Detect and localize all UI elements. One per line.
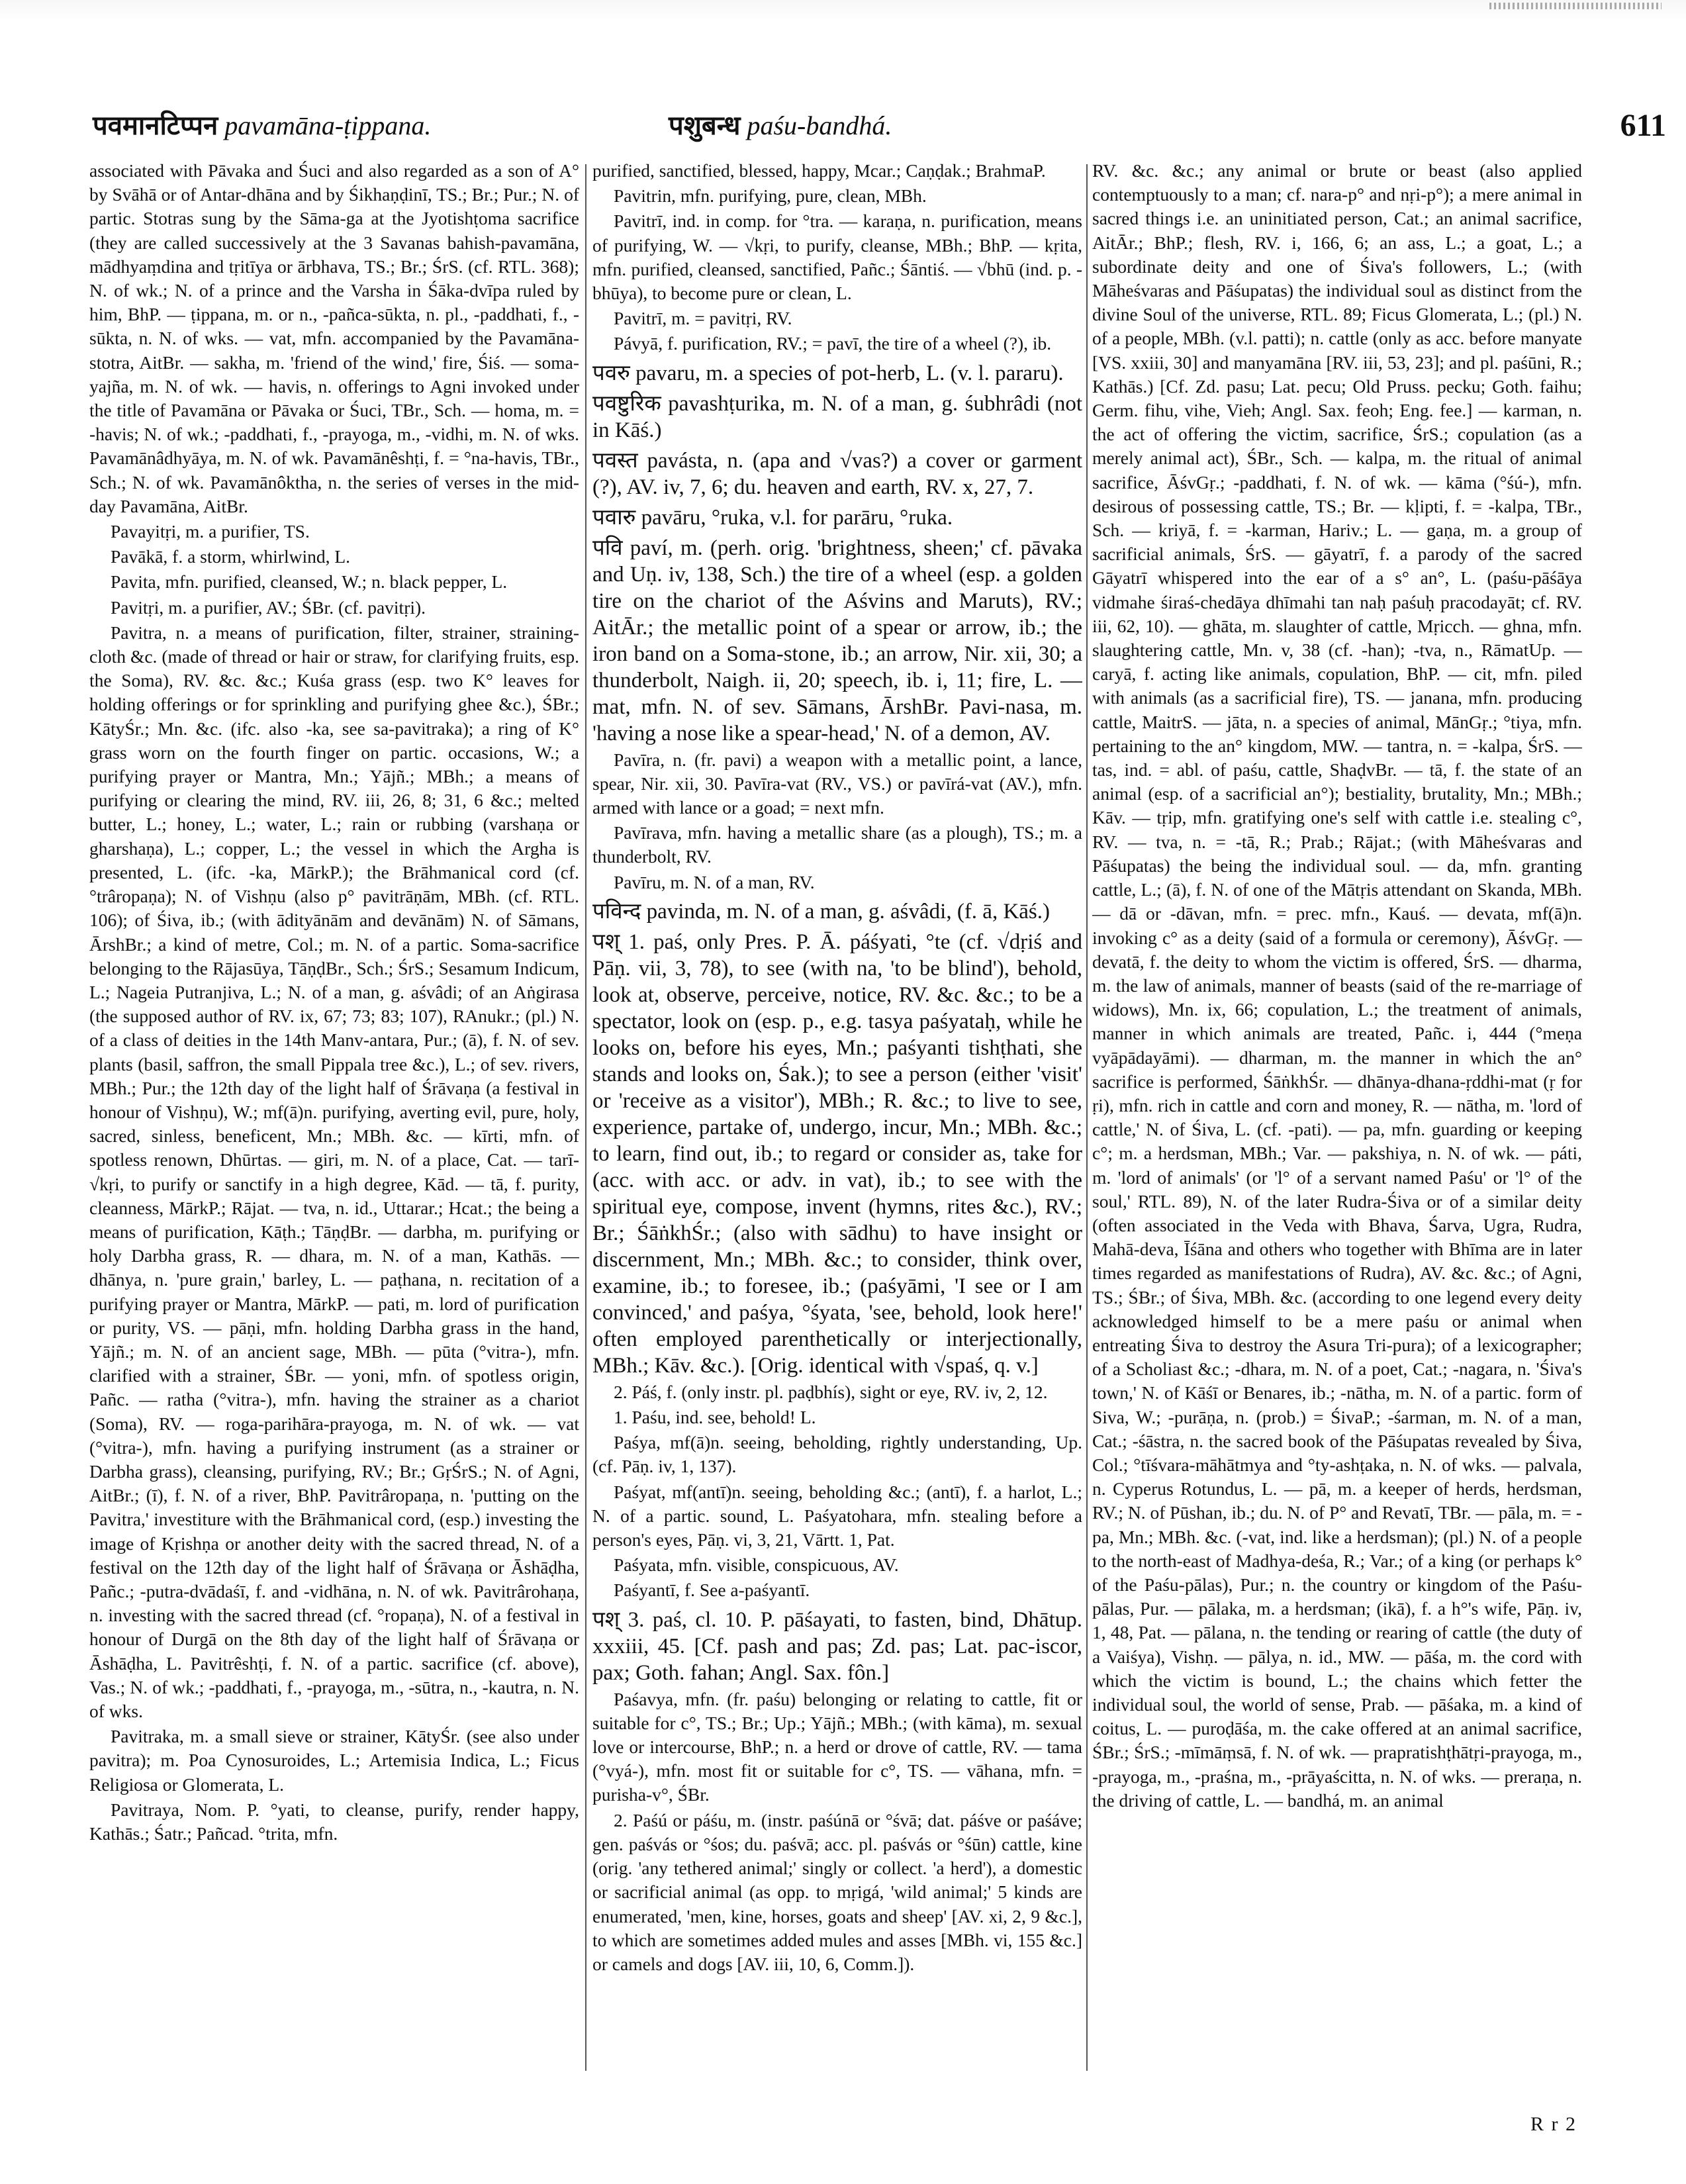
dictionary-columns [89, 159, 1582, 2079]
entry-text: 2. Paśú or páśu, m. (instr. paśúnā or °śvā; dat. páśve or paśáve; gen. paśvás or °śos; du. paśvā; acc. pl. paśvás or °śūn) cattle, kine (orig. 'any tethered animal;' singly or collect. 'a herd'), a domestic or sacrificial animal (as opp. to mṛigá, 'wild animal;' 5 kinds are enumerated, 'men, kine, horses, goats and sheep' [AV. xi, 2, 9 &c.], to which are sometimes added mules and asses [MBh. vi, 155 &c.] or camels and dogs [AV. iii, 10, 6, Comm.]). [592, 1809, 1082, 1974]
entry-text: Pávyā, f. purification, RV.; = pavī, the tire of a wheel (?), ib. [614, 333, 1052, 354]
entry-text: Paśavya, mfn. (fr. paśu) belonging or relating to cattle, fit or suitable for c°, TS.; Br.; Up.; Yājñ.; MBh.; (with kāma), m. sexual love or intercourse, BhP.; n. a herd or drove of cattle, RV. — tama (°vyá-), mfn. most fit or suitable for c°, TS. — vāhana, mfn. = purisha-v°, ŚBr. [592, 1688, 1082, 1805]
page-header [93, 106, 1450, 152]
column-3 [1092, 159, 1582, 2072]
entry-text: Pavīra, n. (fr. pavi) a weapon with a metallic point, a lance, spear, Nir. xii, 30. Pavīra-vat (RV., VS.) or pavīrá-vat (AV.), mfn. armed with lance or a goad; = next mfn. [592, 749, 1082, 818]
printer-signature: R r 2 [1530, 2113, 1577, 2135]
entry-text: Pavīru, m. N. of a man, RV. [614, 871, 815, 892]
entry-text: Pavākā, f. a storm, whirlwind, L. [111, 546, 351, 567]
header-right-headword [669, 106, 892, 142]
entry-text: Pavita, mfn. purified, cleansed, W.; n. black pepper, L. [111, 571, 508, 593]
headword-entry: पविन्द pavinda, m. N. of a man, g. aśvâdi, (f. ā, Kāś.) [592, 899, 1051, 924]
entry-text: RV. &c. &c.; any animal or brute or beast (also applied contemptuously to a man; cf. nara-p° and nṛi-p°); a mere animal in sacred things i.e. an uninitiated person, Cat.; an animal sacrifice, AitĀr.; BhP.; flesh, RV. i, 166, 6; an ass, L.; a goat, L.; a subordinate deity and one of Śiva's followers, L.; (with Māheśvaras and Pāśupatas) the individual soul as distinct from the divine Soul of the universe, RTL. 89; Ficus Glomerata, L.; (pl.) N. of a people, MBh. (v.l. patti); n. cattle (only as acc. before manyate [VS. xxiii, 30] and manyamāna [RV. iii, 53, 23]; and pl. paśūni, R.; Kathās.) [Cf. Zd. pasu; Lat. pecu; Old Pruss. pecku; Goth. faihu; Germ. fihu, vihe, Vieh; Angl. Sax. feoh; Eng. fee.] — karman, n. the act of offering the victim, sacrifice, ŚrS.; copulation (as a merely animal act), ŚBr., Sch. — kalpa, m. the ritual of animal sacrifice, ĀśvGṛ.; -paddhati, f. N. of wk. — kāma (°śú-), mfn. desirous of possessing cattle, TS.; Br. — kḷipti, f. = -kalpa, TBr., Sch. — kriyā, f. = -karman, Hariv.; L. — gaṇa, m. a group of sacrificial animals, ŚrS. — gāyatrī, f. a parody of the sacred Gāyatrī whispered into the ear of a s° an°, L. (paśu-pāśāya vidmahe śiraś-chedāya dhīmahi tan naḥ paśuḥ pracodayāt; cf. RV. iii, 62, 10). — ghāta, m. slaughter of cattle, Mṛicch. — ghna, mfn. slaughtering cattle, Mn. v, 38 (cf. -han); -tva, n., RāmatUp. — caryā, f. acting like animals, copulation, BhP. — cit, mfn. piled with animals (as a sacrificial fire), TS. — janana, mfn. producing cattle, MaitrS. — jāta, n. a species of animal, MānGṛ.; °tiya, mfn. pertaining to the an° kingdom, MW. — tantra, n. = -kalpa, ŚrS. — tas, ind. = abl. of paśu, cattle, ShaḍvBr. — tā, f. the state of an animal (esp. of a sacrificial an°); bestiality, brutality, Mn.; MBh.; Kāv. — tṛip, mfn. gratifying one's self with cattle i.e. stealing c°, RV. — tva, n. = -tā, R.; Prab.; Rājat.; (with Māheśvaras and Pāśupatas) the being the individual soul. — da, mfn. granting cattle, L.; (ā), f. N. of one of the Mātṛis attendant on Skanda, MBh. — dā or -dāvan, mfn. = prec. mfn., Kauś. — devata, mf(ā)n. invoking c° as a deity (said of a formula or ceremony), ĀśvGṛ. — devatā, f. the deity to whom the victim is offered, ŚrS. — dharma, m. the law of animals, manner of beasts (said of the re-marriage of widows), Mn. ix, 66; copulation, L.; the treatment of animals, manner in which animals are treated, Pañc. i, 444 (°meṇa vyāpādayāmi). — dharman, m. the manner in which the an° sacrifice is performed, ŚāṅkhŚr. — dhānya-dhana-ṛddhi-mat (ṛ for ṛi), mfn. rich in cattle and corn and money, R. — nātha, m. 'lord of cattle,' N. of Śiva, L. (cf. -pati). — pa, mfn. guarding or keeping c°; m. a herdsman, MBh.; Var. — pakshiya, n. N. of wk. — páti, m. 'lord of animals' (or 'l° of a servant named Paśu' or 'l° of the soul,' RTL. 89), N. of the later Rudra-Śiva or of a similar deity (often associated in the Veda with Bhava, Śarva, Ugra, Rudra, Mahā-deva, Īśāna and others who together with Bhīma are in later times regarded as manifestations of Rudra), AV. &c. &c.; of Agni, TS.; ŚBr.; of Śiva, MBh. &c. (according to one legend every deity acknowledged himself to be a mere paśu or animal when entreating Śiva to destroy the Asura Tri-pura); of a lexicographer; of a Scholiast &c.; -dhara, m. N. of a poet, Cat.; -nagara, n. 'Śiva's town,' N. of Kāśī or Benares, ib.; -nātha, m. N. of a partic. form of Siva, W.; -purāṇa, n. (prob.) = ŚivaP.; -śarman, m. N. of a man, Cat.; -śāstra, n. the sacred book of the Pāśupatas revealed by Śiva, Col.; °tīśvara-māhātmya and °ty-ashṭaka, n. N. of wks. — palvala, n. Cyperus Rotundus, L. — pā, m. a keeper of herds, herdsman, RV.; N. of Pūshan, ib.; du. N. of P° and Revatī, TBr. — pāla, m. = -pa, Mn.; MBh. &c. (-vat, ind. like a herdsman); (pl.) N. of a people to the north-east of Madhya-deśa, R.; Var.; of a king (or perhaps k° of the Paśu-pālas), Pur.; n. the country or kingdom of the Paśu-pālas, Pur. — pālaka, m. a herdsman; (ikā), f. a h°'s wife, Pāṇ. iv, 1, 48, Pat. — pālana, n. the tending or rearing of cattle (the duty of a Vaiśya), Vishṇ. — pālya, n. id., MW. — pāśa, m. the cord with which the victim is bound, L.; the chains which fetter the individual soul, the world of sense, Prab. — pāśaka, m. a kind of coitus, L. — puroḍāśa, m. the cake offered at an animal sacrifice, ŚBr.; ŚrS.; -mīmāṃsā, f. N. of wk. — prapratishṭhātṛi-prayoga, m., -prayoga, m., -praśna, m., -prāyaścitta, n. N. of wks. — preraṇa, n. the driving of cattle, L. — bandhá, m. an animal [1092, 160, 1582, 1811]
headword-entry: पवि paví, m. (perh. orig. 'brightness, sheen;' cf. pāvaka and Uṇ. iv, 138, Sch.) the tire of a wheel (esp. a golden tire on the chariot of the Aśvins and Maruts), RV.; AitĀr.; the metallic point of a spear or arrow, ib.; the iron band on a Soma-stone, ib.; an arrow, Nir. xii, 30; a thunderbolt, Naigh. ii, 20; speech, ib. i, 11; fire, L. — mat, mfn. N. of sev. Sāmans, ĀrshBr. Pavi-nasa, m. 'having a nose like a spear-head,' N. of a demon, AV. [592, 536, 1082, 745]
entry-text: Pavitrī, m. = pavitṛi, RV. [614, 308, 792, 329]
entry-text: Paśyat, mf(antī)n. seeing, beholding &c.; (antī), f. a harlot, L.; N. of a partic. sound, L. Paśyatohara, mfn. stealing before a person's eyes, Pāṇ. vi, 3, 21, Vārtt. 1, Pat. [592, 1481, 1082, 1550]
headword-entry: पवस्त pavásta, n. (apa and √vas?) a cover or garment (?), AV. iv, 7, 6; du. heaven and earth, RV. x, 27, 7. [592, 448, 1082, 499]
header-mid-devanagari: पशुबन्ध [669, 111, 741, 141]
entry-text: Pavitra, n. a means of purification, filter, strainer, straining-cloth &c. (made of thread or hair or straw, for clarifying fruits, esp. the Soma), RV. &c. &c.; Kuśa grass (esp. two K° leaves for holding offerings or for sprinkling and purifying ghee &c.), ŚBr.; KātyŚr.; Mn. &c. (ifc. also -ka, see sa-pavitraka); a ring of K° grass worn on the fourth finger on partic. occasions, W.; a purifying prayer or Mantra, Mn.; Yājñ.; MBh.; a means of purifying or clearing the mind, RV. iii, 26, 8; 31, 6 &c.; melted butter, L.; honey, L.; water, L.; rain or rubbing (varshaṇa or gharshaṇa), L.; copper, L.; the vessel in which the Argha is presented, L. (ifc. -ka, MārkP.); the Brāhmanical cord (cf. °trâropaṇa); N. of Vishṇu (also p° pavitrāṇām, MBh. (cf. RTL. 106); of Śiva, ib.; (with ādityānām and devānām) N. of Sāmans, ĀrshBr.; a kind of metre, Col.; m. N. of a partic. Soma-sacrifice belonging to the Rājasūya, TāṇḍBr., Sch.; ŚrS.; Sesamum Indicum, L.; Nageia Putranjiva, L.; N. of a man, g. aśvâdi; of an Aṅgirasa (the supposed author of RV. ix, 67; 73; 83; 107), RAnukr.; (pl.) N. of a class of deities in the 14th Manv-antara, Pur.; (ā), f. N. of sev. plants (basil, saffron, the small Pippala tree &c.), L.; of sev. rivers, MBh.; Pur.; the 12th day of the light half of Śrāvaṇa (a festival in honour of Vishṇu), W.; mf(ā)n. purifying, averting evil, pure, holy, sacred, sinless, beneficent, Mn.; MBh. &c. — kīrti, mfn. of spotless renown, Dhūrtas. — giri, m. N. of a place, Cat. — tarī-√kṛi, to purify or sanctify in a high degree, Kād. — tā, f. purity, cleanness, MārkP.; Rājat. — tva, n. id., Uttarar.; Hcat.; the being a means of purification, Kāṭh.; TāṇḍBr. — darbha, m. purifying or holy Darbha grass, R. — dhara, m. N. of a man, Kathās. — dhānya, n. 'pure grain,' barley, L. — paṭhana, n. recitation of a purifying prayer or Mantra, MārkP. — pati, m. lord of purification or purity, VS. — pāṇi, mfn. holding Darbha grass in the hand, Yājñ.; m. N. of an ancient sage, MBh. — pūta (°vitra-), mfn. clarified with a strainer, ŚBr. — yoni, mfn. of spotless origin, Pañc. — ratha (°vitra-), mfn. having the strainer as a chariot (Soma), RV. — roga-parihāra-prayoga, m. N. of wk. — vat (°vitra-), mfn. having a purifying instrument (as a strainer or Darbha grass), cleansing, purifying, RV.; Br.; GṛŚrS.; N. of Agni, AitBr.; (ī), f. N. of a river, BhP. Pavitrâropaṇa, n. 'putting on the Pavitra,' investiture with the Brāhmanical cord, (esp.) investing the image of Kṛishṇa or another deity with the sacred thread, N. of a festival on the 12th day of the light half of Śrāvaṇa or Āshāḍha, Pañc.; -putra-dvādaśī, f. and -vidhāna, n. N. of wk. Pavitrârohaṇa, n. investing with the sacred thread (cf. °ropaṇa), N. of a festival in honour of Durgā on the 8th day of the light half of Śrāvaṇa or Āshāḍha, L. Pavitrêshṭi, f. N. of a partic. sacrifice (cf. above), Vas.; N. of wk.; -paddhati, f., -prayoga, m., -sūtra, n., -kautra, n. N. of wks. [89, 622, 579, 1721]
entry-text: Pavitraka, m. a small sieve or strainer, KātyŚr. (see also under pavitra); m. Poa Cynosuroides, L.; Artemisia Indica, L.; Ficus Religiosa or Glomerata, L. [89, 1726, 579, 1795]
entry-text: Pavayitṛi, m. a purifier, TS. [111, 521, 310, 542]
entry-text: Pavīrava, mfn. having a metallic share (as a plough), TS.; m. a thunderbolt, RV. [592, 822, 1082, 867]
headword-entry: पवरु pavaru, m. a species of pot-herb, L. (v. l. pararu). [592, 361, 1064, 385]
entry-text: 2. Páś, f. (only instr. pl. paḍbhís), sight or eye, RV. iv, 2, 12. [614, 1381, 1048, 1402]
headword-entry: पश् 3. paś, cl. 10. P. pāśayati, to fasten, bind, Dhātup. xxxiii, 45. [Cf. pash and pas; Zd. pas; Lat. pac-iscor, pax; Goth. fahan; Angl. Sax. fôn.] [592, 1607, 1082, 1685]
entry-text: 1. Paśu, ind. see, behold! L. [614, 1407, 816, 1428]
header-left-devanagari: पवमानटिप्पन [93, 111, 218, 141]
column-divider [585, 164, 586, 2071]
header-left-headword [93, 106, 431, 142]
entry-text: Pavitṛi, m. a purifier, AV.; ŚBr. (cf. pavitṛi). [111, 596, 426, 618]
column-2 [592, 159, 1082, 2072]
column-divider [1086, 164, 1088, 2071]
scan-noise [1489, 3, 1662, 9]
headword-entry: पश् 1. paś, only Pres. P. Ā. páśyati, °te (cf. √dṛiś and Pāṇ. vii, 3, 78), to see (with na, 'to be blind'), behold, look at, observe, perceive, notice, RV. &c. &c.; to be a spectator, look on (esp. p., e.g. tasya paśyataḥ, while he looks on, before his eyes, Mn.; paśyanti tishṭhati, she stands and looks on, Śak.); to see a person (either 'visit' or 'receive as a visitor'), MBh.; R. &c.; to live to see, experience, partake of, undergo, incur, Mn.; MBh. &c.; to learn, find out, ib.; to regard or consider as, take for (acc. with acc. or adv. in vat), ib.; to see with the spiritual eye, compose, invent (hymns, rites &c.), RV.; Br.; ŚāṅkhŚr.; (also with sādhu) to have insight or discernment, Mn.; MBh. &c.; to consider, think over, examine, ib.; to foresee, ib.; (paśyāmi, 'I see or I am convinced,' and paśya, °śyata, 'see, behold, look here!' often employed parenthetically or interjectionally, MBh.; Kāv. &c.). [Orig. identical with √spaś, q. v.] [592, 929, 1082, 1378]
entry-text: Pavitrī, ind. in comp. for °tra. — karaṇa, n. purification, means of purifying, W. — √kṛi, to purify, cleanse, MBh.; BhP. — kṛita, mfn. purified, cleansed, sanctified, Pañc.; Śāntiś. — √bhū (ind. p. -bhūya), to become pure or clean, L. [592, 211, 1082, 304]
header-left-roman: pavamāna-ṭippana. [224, 111, 432, 140]
column-1 [89, 159, 579, 2072]
scan-edge [0, 0, 1686, 23]
headword-entry: पवष्टुरिक pavashṭurika, m. N. of a man, g. śubhrâdi (not in Kāś.) [592, 391, 1082, 442]
entry-text: Paśyantī, f. See a-paśyantī. [614, 1580, 810, 1601]
entry-text: Paśyata, mfn. visible, conspicuous, AV. [614, 1554, 899, 1576]
entry-text: associated with Pāvaka and Śuci and also regarded as a son of A° by Svāhā or of Antar-dhāna and by Śikhaṇḍinī, TS.; Br.; Pur.; N. of partic. Stotras sung by the Sāma-ga at the Jyotishṭoma sacrifice (they are called successively at the 3 Savanas bahish-pavamāna, mādhyaṃdina and tṛitīya or ārbhava, TS.; Br.; ŚrS. (cf. RTL. 368); N. of wk.; N. of a prince and the Varsha in Śāka-dvīpa ruled by him, BhP. — ṭippana, m. or n., -pañca-sūkta, n. pl., -paddhati, f., -sūkta, n. N. of wks. — vat, mfn. accompanied by the Pavamāna-stotra, AitBr. — sakha, m. 'friend of the wind,' fire, Śiś. — soma-yajña, m. N. of wk. — havis, n. offerings to Agni invoked under the title of Pavamāna or Pāvaka or Śuci, TBr., Sch. — homa, m. = -havis; N. of wk.; -paddhati, f., -prayoga, m., -vidhi, m. N. of wks. Pavamānâdhyāya, m. N. of wk. Pavamānêshṭi, f. = °na-havis, TBr., Sch.; N. of wk. Pavamānôktha, n. the series of verses in the mid-day Pavamāna, AitBr. [89, 160, 579, 516]
page-number: 611 [1620, 108, 1666, 143]
entry-text: Pavitrin, mfn. purifying, pure, clean, MBh. [614, 185, 927, 207]
entry-text: Paśya, mf(ā)n. seeing, beholding, rightly understanding, Up. (cf. Pāṇ. iv, 1, 137). [592, 1432, 1082, 1477]
header-mid-roman: paśu-bandhá. [747, 111, 892, 140]
entry-text: Pavitraya, Nom. P. °yati, to cleanse, purify, render happy, Kathās.; Śatr.; Pañcad. °trita, mfn. [89, 1799, 579, 1844]
entry-text: purified, sanctified, blessed, happy, Mcar.; Caṇḍak.; BrahmaP. [592, 160, 1046, 181]
headword-entry: पवारु pavāru, °ruka, v.l. for parāru, °ruka. [592, 505, 953, 530]
